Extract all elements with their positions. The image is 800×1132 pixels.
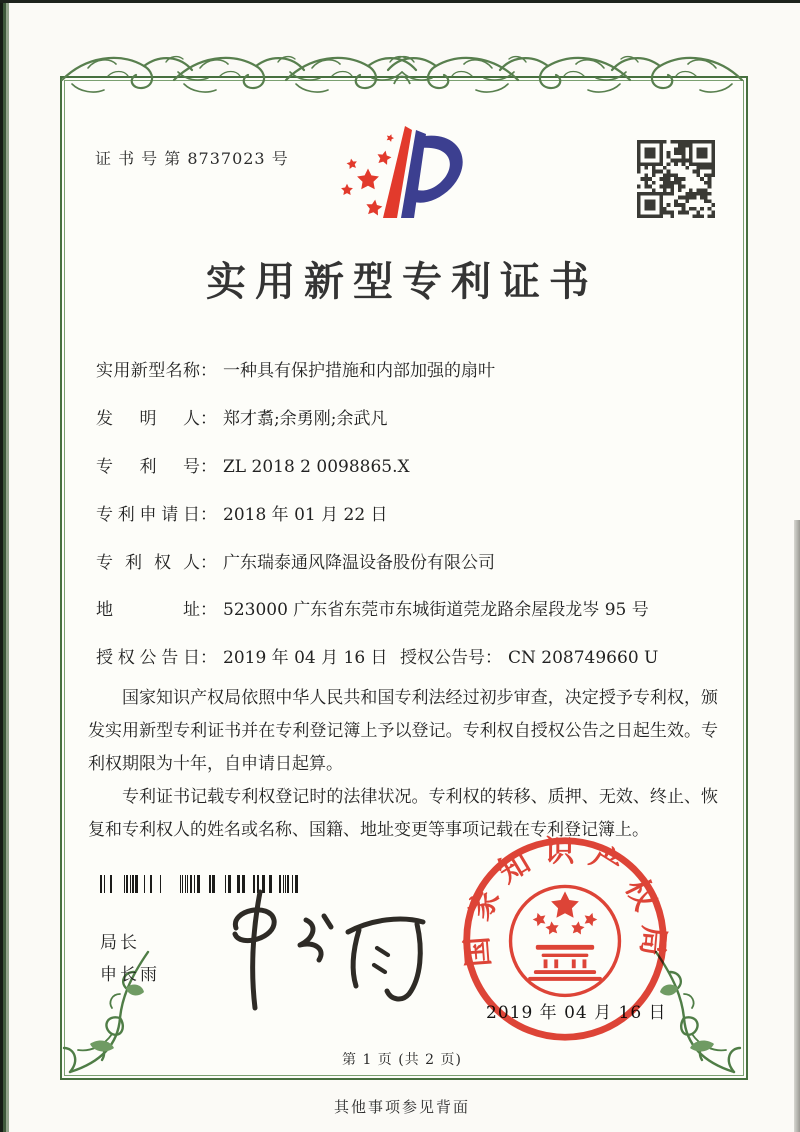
field-filing-date: 专利申请日： 2018 年 01 月 22 日 (96, 505, 388, 525)
field-value: 523000 广东省东莞市东城街道莞龙路余屋段龙岑 95 号 (223, 600, 649, 620)
field-patentee: 专利权人： 广东瑞泰通风降温设备股份有限公司 (96, 553, 495, 573)
field-value: 一种具有保护措施和内部加强的扇叶 (223, 361, 495, 381)
national-emblem-icon (511, 886, 620, 995)
field-address: 地址： 523000 广东省东莞市东城街道莞龙路余屋段龙岑 95 号 (96, 600, 649, 620)
field-value: 广东瑞泰通风降温设备股份有限公司 (223, 553, 495, 573)
legal-paragraph-2: 专利证书记载专利权登记时的法律状况。专利权的转移、质押、无效、终止、恢复和专利权人的姓名或名称、国籍、地址变更等事项记载在专利登记簿上。 (88, 787, 718, 840)
colon: ： (485, 648, 502, 668)
colon: ： (200, 409, 217, 429)
commissioner-name: 申长雨 (100, 965, 160, 985)
cnipa-logo-icon (338, 118, 470, 226)
field-grant-number: 授权公告号： CN 208749660 U (400, 648, 659, 668)
field-value: ZL 2018 2 0098865.X (223, 457, 410, 477)
colon: ： (200, 361, 217, 381)
field-value: 2019 年 04 月 16 日 (223, 648, 388, 668)
colon: ： (200, 553, 217, 573)
colon: ： (200, 648, 217, 668)
legal-paragraph-1: 国家知识产权局依照中华人民共和国专利法经过初步审查，决定授予专利权，颁发实用新型专利证书并在专利登记簿上予以登记。专利权自授权公告之日起生效。专利权期限为十年，自申请日起算。 (88, 688, 718, 774)
colon: ： (200, 505, 217, 525)
field-utility-model-name: 实用新型名称： 一种具有保护措施和内部加强的扇叶 (96, 361, 495, 381)
field-value: CN 208749660 U (508, 648, 659, 668)
seal-ring-text: 国家知识产权局 (458, 834, 672, 970)
signature-icon (222, 888, 432, 1013)
seal-date: 2019 年 04 月 16 日 (486, 1003, 667, 1023)
back-side-note: 其他事项参见背面 (333, 1098, 470, 1116)
field-patent-number: 专利号： ZL 2018 2 0098865.X (96, 457, 410, 477)
field-value: 郑才翥;余勇刚;余武凡 (223, 409, 388, 429)
qr-code-icon (637, 140, 715, 218)
certificate-title: 实用新型专利证书 (206, 258, 598, 305)
colon: ： (200, 457, 217, 477)
commissioner-title: 局长 (100, 933, 140, 953)
certificate-number: 证 书 号 第 8737023 号 (95, 149, 289, 168)
official-seal-icon (458, 832, 672, 1046)
legal-text (88, 682, 718, 847)
field-inventors: 发明人： 郑才翥;余勇刚;余武凡 (96, 409, 388, 429)
scan-edge-top (0, 0, 800, 3)
field-value: 2018 年 01 月 22 日 (223, 505, 388, 525)
colon: ： (200, 600, 217, 620)
page-indicator: 第 1 页 (共 2 页) (342, 1052, 462, 1068)
scan-edge-left (0, 0, 9, 1132)
scan-edge-right (794, 520, 800, 1132)
field-grant-date-and-number: 授权公告日： 2019 年 04 月 16 日 授权公告号： CN 208749660 U (96, 643, 388, 668)
